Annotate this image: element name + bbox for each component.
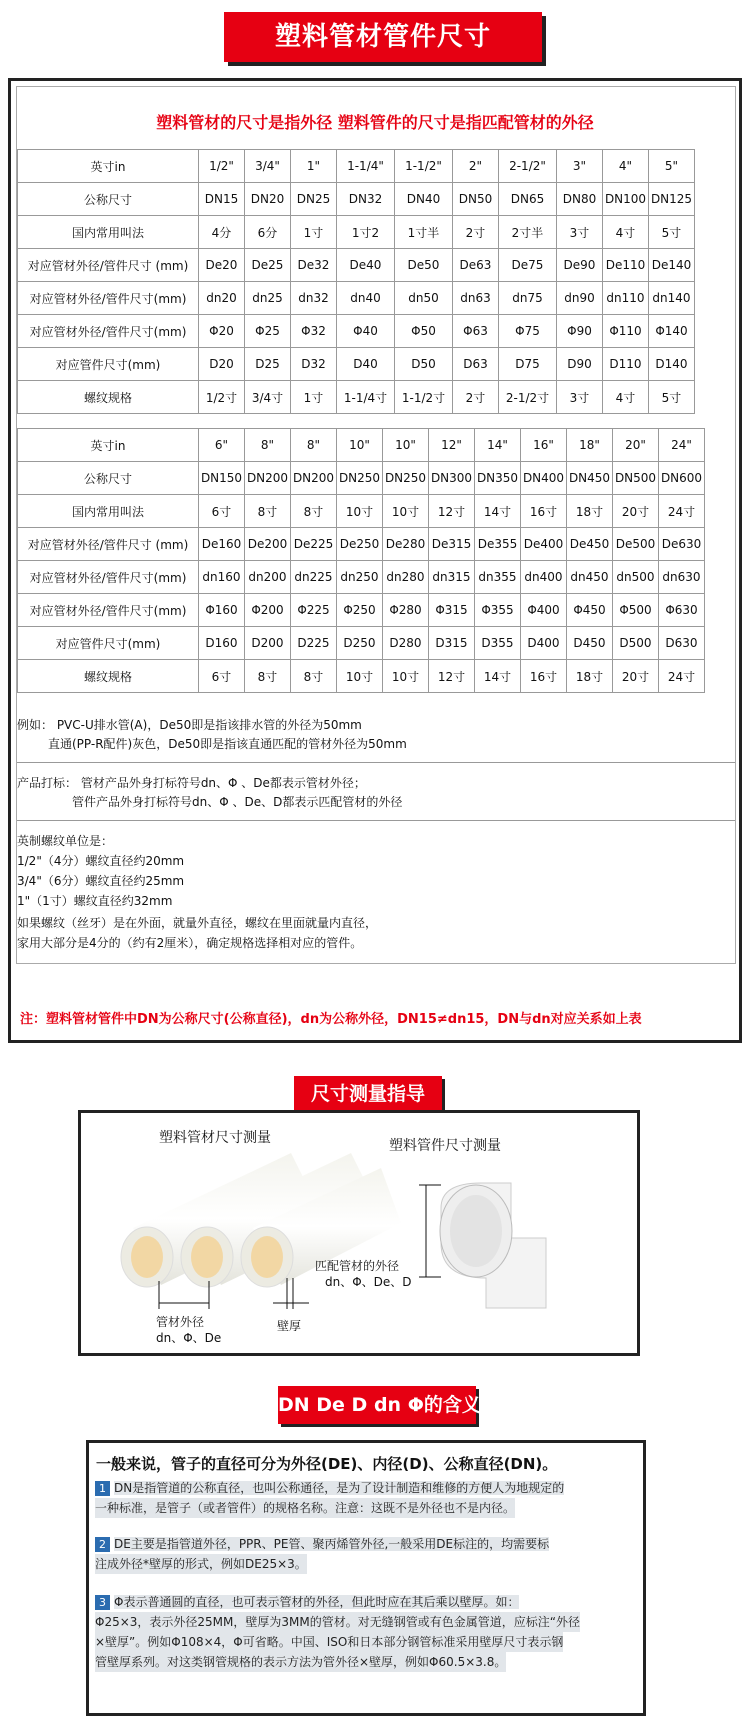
table-cell: 10寸: [337, 495, 383, 528]
row-label: 对应管材外径/管件尺寸(mm): [18, 594, 199, 627]
table-cell: De140: [649, 249, 695, 282]
table-cell: 24寸: [659, 660, 705, 693]
fitting-measure-title: 塑料管件尺寸测量: [389, 1138, 501, 1154]
table-cell: 8": [245, 429, 291, 462]
row-label: 螺纹规格: [18, 381, 199, 414]
thread-title: 英制螺纹单位是：: [17, 834, 114, 848]
table-cell: 1寸: [291, 216, 337, 249]
table-cell: Φ75: [499, 315, 557, 348]
table-cell: dn140: [649, 282, 695, 315]
table-cell: 16": [521, 429, 567, 462]
table-cell: dn90: [557, 282, 603, 315]
table-cell: 24寸: [659, 495, 705, 528]
table-cell: dn50: [395, 282, 453, 315]
row-label: 对应管件尺寸(mm): [18, 348, 199, 381]
table-cell: dn630: [659, 561, 705, 594]
table-cell: Φ250: [337, 594, 383, 627]
table-cell: DN600: [659, 462, 705, 495]
table-row: [18, 183, 695, 216]
table-cell: 1寸2: [337, 216, 395, 249]
table-cell: Φ160: [199, 594, 245, 627]
table-cell: D140: [649, 348, 695, 381]
mark-line-1: 产品打标： 管材产品外身打标符号dn、Φ 、De都表示管材外径；: [17, 776, 366, 790]
table-cell: dn280: [383, 561, 429, 594]
meaning-item-3: 3 Φ表示普通圆的直径，也可表示管材的外径，但此时应在其后乘以壁厚。如： Φ25×3，表示外径25MM，壁厚为3MM的管材。对无缝钢管或有色金属管道，应标注“外径 ×壁厚”。例如Φ108×4，Φ可省略。中国、ISO和日本部分钢管标准采用壁厚尺寸表示钢 管壁厚系列。对这类钢管规格的表示方法为管外径×壁厚，例如Φ60.5×3.8。: [95, 1592, 635, 1672]
pipe-od-symbols: dn、Φ、De: [156, 1331, 222, 1345]
table-cell: 1寸: [291, 381, 337, 414]
table-cell: De250: [337, 528, 383, 561]
table-cell: 1-1/2寸: [395, 381, 453, 414]
table-cell: DN50: [453, 183, 499, 216]
table-cell: DN32: [337, 183, 395, 216]
row-label: 对应管材外径/管件尺寸(mm): [18, 282, 199, 315]
table-cell: 4寸: [603, 381, 649, 414]
table-cell: Φ200: [245, 594, 291, 627]
table-cell: 1-1/4寸: [337, 381, 395, 414]
row-label: 英寸in: [18, 150, 199, 183]
table-cell: DN200: [291, 462, 337, 495]
measure-title-banner: 尺寸测量指导: [294, 1076, 442, 1112]
table-cell: Φ50: [395, 315, 453, 348]
table-cell: 2寸: [453, 381, 499, 414]
table-cell: DN100: [603, 183, 649, 216]
table-cell: dn75: [499, 282, 557, 315]
table-cell: DN125: [649, 183, 695, 216]
table-cell: dn250: [337, 561, 383, 594]
main-title-banner: 塑料管材管件尺寸: [224, 12, 542, 62]
table-row: [18, 150, 695, 183]
row-label: 国内常用叫法: [18, 216, 199, 249]
table-cell: Φ450: [567, 594, 613, 627]
table-cell: dn500: [613, 561, 659, 594]
table-row: [18, 594, 705, 627]
table-cell: 24": [659, 429, 705, 462]
table-cell: De450: [567, 528, 613, 561]
table-cell: 4寸: [603, 216, 649, 249]
table-cell: dn25: [245, 282, 291, 315]
table-cell: 20": [613, 429, 659, 462]
table-cell: DN65: [499, 183, 557, 216]
table-cell: De110: [603, 249, 649, 282]
table-row: [18, 528, 705, 561]
example-line-2: 直通(PP-R配件)灰色，De50即是指该直通匹配的管材外径为50mm: [48, 737, 407, 751]
item-number: 3: [95, 1595, 110, 1610]
table-cell: D400: [521, 627, 567, 660]
table-cell: De63: [453, 249, 499, 282]
row-label: 对应管件尺寸(mm): [18, 627, 199, 660]
table-cell: 1-1/2": [395, 150, 453, 183]
table-cell: 6寸: [199, 495, 245, 528]
table-cell: DN40: [395, 183, 453, 216]
table-cell: D75: [499, 348, 557, 381]
table-cell: dn110: [603, 282, 649, 315]
table-cell: 20寸: [613, 660, 659, 693]
table-cell: Φ225: [291, 594, 337, 627]
measure-frame: [78, 1110, 640, 1356]
table-cell: dn225: [291, 561, 337, 594]
table-cell: 8寸: [291, 660, 337, 693]
spec-subtitle: 塑料管材的尺寸是指外径 塑料管件的尺寸是指匹配管材的外径: [156, 113, 594, 132]
row-label: 公称尺寸: [18, 183, 199, 216]
table-cell: 12": [429, 429, 475, 462]
thread-line: 3/4"（6分）螺纹直径约25mm: [17, 874, 185, 888]
table-cell: 4": [603, 150, 649, 183]
table-cell: De500: [613, 528, 659, 561]
table-cell: dn315: [429, 561, 475, 594]
table-cell: Φ32: [291, 315, 337, 348]
table-cell: Φ63: [453, 315, 499, 348]
table-cell: 6分: [245, 216, 291, 249]
item-number: 2: [95, 1537, 110, 1552]
table-cell: Φ140: [649, 315, 695, 348]
table-cell: 18": [567, 429, 613, 462]
mark-line-2: 管件产品外身打标符号dn、Φ 、De、D都表示匹配管材的外径: [72, 795, 403, 809]
table-cell: 2": [453, 150, 499, 183]
table-cell: De280: [383, 528, 429, 561]
thread-line: 1/2"（4分）螺纹直径约20mm: [17, 854, 185, 868]
table-cell: 6寸: [199, 660, 245, 693]
table-cell: dn32: [291, 282, 337, 315]
size-table-1: [17, 149, 695, 414]
table-cell: De160: [199, 528, 245, 561]
table-cell: Φ315: [429, 594, 475, 627]
table-cell: D355: [475, 627, 521, 660]
table-cell: 3/4寸: [245, 381, 291, 414]
table-cell: dn355: [475, 561, 521, 594]
table-row: [18, 381, 695, 414]
table-cell: De50: [395, 249, 453, 282]
table-cell: D40: [337, 348, 395, 381]
table-cell: De400: [521, 528, 567, 561]
thread-line: 如果螺纹（丝牙）是在外面，就量外直径，螺纹在里面就量内直径，: [17, 916, 378, 930]
table-cell: 3": [557, 150, 603, 183]
table-cell: 5寸: [649, 216, 695, 249]
table-cell: 18寸: [567, 660, 613, 693]
table-cell: D200: [245, 627, 291, 660]
row-label: 螺纹规格: [18, 660, 199, 693]
table-cell: 3/4": [245, 150, 291, 183]
table-cell: D25: [245, 348, 291, 381]
row-label: 国内常用叫法: [18, 495, 199, 528]
red-note: 注：塑料管材管件中DN为公称尺寸(公称直径)，dn为公称外径，DN15≠dn15，DN与dn对应关系如上表: [20, 1012, 642, 1027]
table-row: [18, 627, 705, 660]
table-cell: Φ90: [557, 315, 603, 348]
table-cell: 14寸: [475, 660, 521, 693]
table-cell: 5寸: [649, 381, 695, 414]
row-label: 对应管材外径/管件尺寸(mm): [18, 561, 199, 594]
table-cell: 8寸: [291, 495, 337, 528]
table-cell: 8寸: [245, 495, 291, 528]
table-cell: De355: [475, 528, 521, 561]
table-cell: 2寸半: [499, 216, 557, 249]
row-label: 公称尺寸: [18, 462, 199, 495]
table-cell: 20寸: [613, 495, 659, 528]
thread-line: 1"（1寸）螺纹直径约32mm: [17, 894, 173, 908]
table-cell: 2-1/2": [499, 150, 557, 183]
table-cell: D50: [395, 348, 453, 381]
table-cell: 1-1/4": [337, 150, 395, 183]
table-cell: De20: [199, 249, 245, 282]
table-cell: dn400: [521, 561, 567, 594]
table-cell: 8": [291, 429, 337, 462]
table-cell: 16寸: [521, 660, 567, 693]
table-row: [18, 495, 705, 528]
table-cell: Φ500: [613, 594, 659, 627]
table-row: [18, 315, 695, 348]
table-cell: De25: [245, 249, 291, 282]
table-cell: DN300: [429, 462, 475, 495]
table-cell: 10": [383, 429, 429, 462]
table-cell: D450: [567, 627, 613, 660]
table-cell: 3寸: [557, 216, 603, 249]
table-cell: De75: [499, 249, 557, 282]
table-cell: D90: [557, 348, 603, 381]
elbow-fitting: [440, 1183, 546, 1308]
table-cell: 1/2寸: [199, 381, 245, 414]
table-cell: D500: [613, 627, 659, 660]
table-cell: Φ25: [245, 315, 291, 348]
table-cell: DN350: [475, 462, 521, 495]
meaning-item-2: 2 DE主要是指管道外径，PPR、PE管、聚丙烯管外径,一般采用DE标注的，均需要标 注成外径*壁厚的形式，例如DE25×3。: [95, 1534, 635, 1574]
table-cell: DN150: [199, 462, 245, 495]
table-cell: DN400: [521, 462, 567, 495]
table-cell: dn450: [567, 561, 613, 594]
table-cell: dn63: [453, 282, 499, 315]
table-row: [18, 348, 695, 381]
table-cell: 10": [337, 429, 383, 462]
table-cell: DN250: [337, 462, 383, 495]
table-cell: De40: [337, 249, 395, 282]
table-cell: De32: [291, 249, 337, 282]
table-cell: 5": [649, 150, 695, 183]
table-cell: 10寸: [383, 495, 429, 528]
table-cell: D20: [199, 348, 245, 381]
table-cell: DN20: [245, 183, 291, 216]
table-cell: DN25: [291, 183, 337, 216]
table-cell: 2寸: [453, 216, 499, 249]
table-cell: 6": [199, 429, 245, 462]
table-row: [18, 429, 705, 462]
pipe-measure-title: 塑料管材尺寸测量: [159, 1130, 271, 1146]
table-row: [18, 282, 695, 315]
table-row: [18, 561, 705, 594]
table-row: [18, 216, 695, 249]
table-cell: 12寸: [429, 495, 475, 528]
table-row: [18, 462, 705, 495]
table-cell: 18寸: [567, 495, 613, 528]
size-table-2: [17, 428, 705, 693]
wall-label: 壁厚: [277, 1319, 302, 1333]
table-cell: DN250: [383, 462, 429, 495]
table-cell: D225: [291, 627, 337, 660]
table-cell: Φ110: [603, 315, 649, 348]
table-cell: D630: [659, 627, 705, 660]
table-cell: Φ355: [475, 594, 521, 627]
table-cell: DN80: [557, 183, 603, 216]
table-cell: De630: [659, 528, 705, 561]
table-cell: 14": [475, 429, 521, 462]
row-label: 英寸in: [18, 429, 199, 462]
row-label: 对应管材外径/管件尺寸 (mm): [18, 528, 199, 561]
table-cell: 16寸: [521, 495, 567, 528]
table-cell: dn200: [245, 561, 291, 594]
table-cell: 8寸: [245, 660, 291, 693]
table-cell: 10寸: [337, 660, 383, 693]
table-cell: D315: [429, 627, 475, 660]
item-number: 1: [95, 1481, 110, 1496]
fitting-od-label: 匹配管材的外径: [315, 1259, 400, 1273]
table-cell: Φ630: [659, 594, 705, 627]
table-cell: Φ20: [199, 315, 245, 348]
table-cell: D160: [199, 627, 245, 660]
row-label: 对应管材外径/管件尺寸 (mm): [18, 249, 199, 282]
divider: [17, 762, 735, 763]
table-cell: 3寸: [557, 381, 603, 414]
table-cell: De90: [557, 249, 603, 282]
table-cell: D32: [291, 348, 337, 381]
table-cell: 4分: [199, 216, 245, 249]
thread-line: 家用大部分是4分的（约有2厘米），确定规格选择相对应的管件。: [17, 936, 363, 950]
table-cell: D110: [603, 348, 649, 381]
fitting-od-symbols: dn、Φ、De、D: [325, 1275, 412, 1289]
divider: [17, 820, 735, 821]
table-cell: 14寸: [475, 495, 521, 528]
table-cell: 1": [291, 150, 337, 183]
table-cell: dn160: [199, 561, 245, 594]
table-cell: DN200: [245, 462, 291, 495]
meaning-item-1: 1 DN是指管道的公称直径，也叫公称通径，是为了设计制造和维修的方便人为地规定的 一种标准，是管子（或者管件）的规格名称。注意：这既不是外径也不是内径。: [95, 1478, 635, 1518]
row-label: 对应管材外径/管件尺寸(mm): [18, 315, 199, 348]
table-cell: De315: [429, 528, 475, 561]
table-cell: DN15: [199, 183, 245, 216]
table-cell: 1/2": [199, 150, 245, 183]
table-cell: Φ400: [521, 594, 567, 627]
table-cell: 12寸: [429, 660, 475, 693]
table-cell: DN500: [613, 462, 659, 495]
table-cell: D250: [337, 627, 383, 660]
table-cell: 10寸: [383, 660, 429, 693]
table-row: [18, 660, 705, 693]
table-cell: dn20: [199, 282, 245, 315]
table-cell: 2-1/2寸: [499, 381, 557, 414]
example-line-1: 例如： PVC-U排水管(A)，De50即是指该排水管的外径为50mm: [17, 718, 362, 732]
table-cell: DN450: [567, 462, 613, 495]
table-cell: Φ280: [383, 594, 429, 627]
table-cell: 1寸半: [395, 216, 453, 249]
table-cell: De200: [245, 528, 291, 561]
pipe-od-label: 管材外径: [156, 1315, 205, 1329]
table-cell: De225: [291, 528, 337, 561]
table-cell: D280: [383, 627, 429, 660]
table-row: [18, 249, 695, 282]
table-cell: dn40: [337, 282, 395, 315]
meaning-heading: 一般来说，管子的直径可分为外径(DE)、内径(D)、公称直径(DN)。: [96, 1455, 558, 1473]
meaning-title-banner: DN De D dn Φ的含义: [278, 1386, 476, 1424]
table-cell: Φ40: [337, 315, 395, 348]
table-cell: D63: [453, 348, 499, 381]
